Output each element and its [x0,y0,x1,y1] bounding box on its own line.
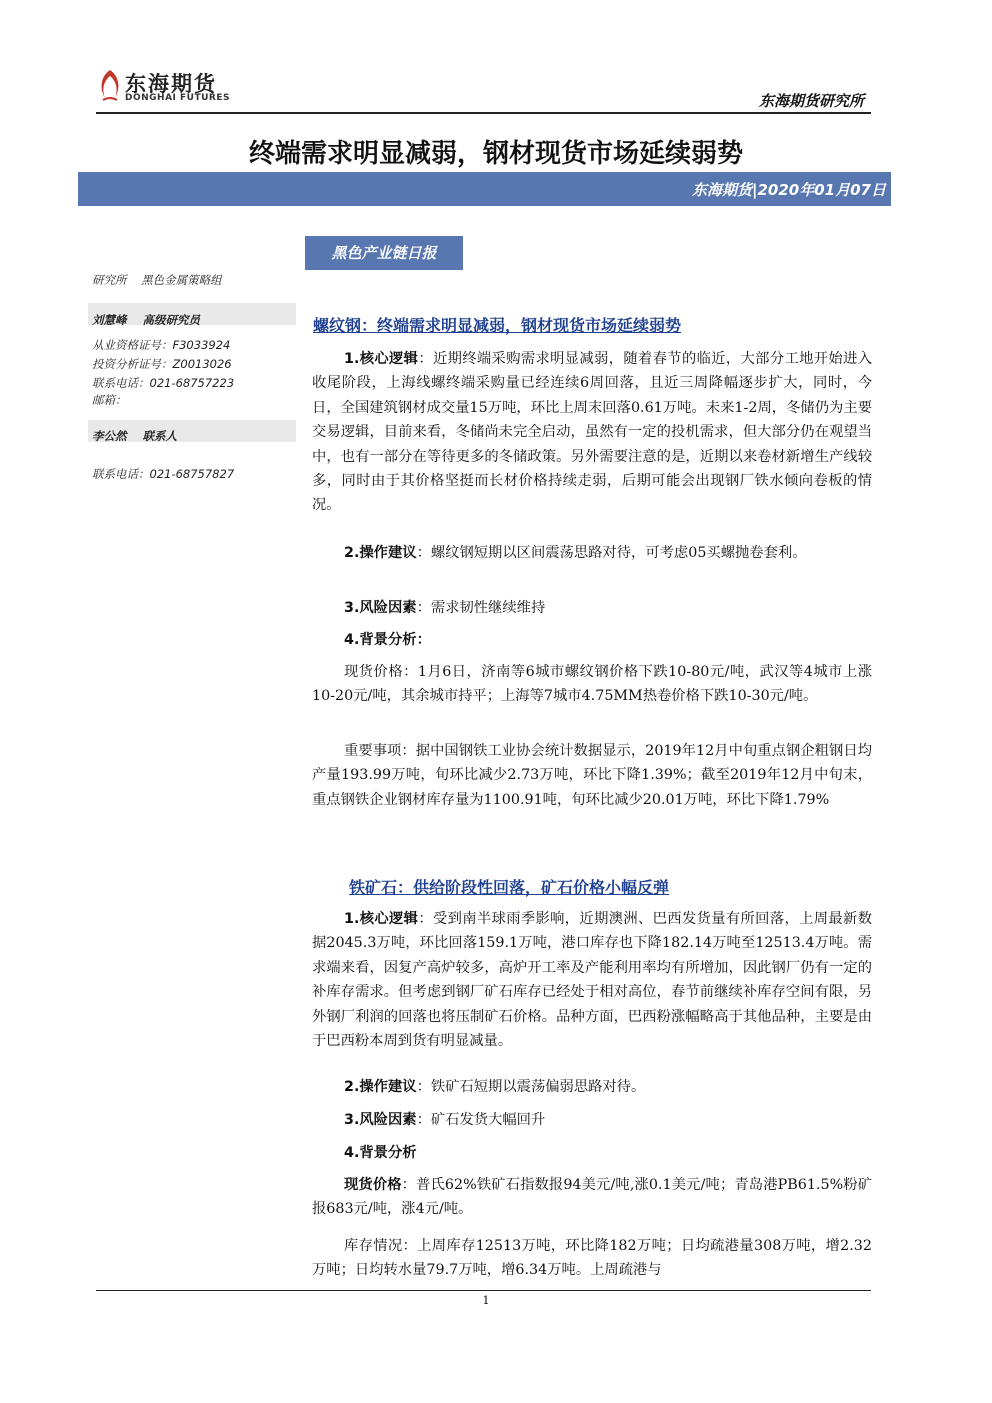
sidebar-phone2: 联系电话：021-68757827 [92,467,235,481]
ore-spot-text: ：普氏62%铁矿石指数报94美元/吨,涨0.1美元/吨；青岛港PB61.5%粉矿报683元/吨，涨4元/吨。 [312,1177,872,1218]
sidebar-email: 邮箱： [92,393,127,407]
ore-bg [312,1141,872,1165]
ore-risk-label: 3.风险因素 [344,1112,417,1128]
section-heading-rebar: 螺纹钢：终端需求明显减弱，钢材现货市场延续弱势 [313,316,682,335]
rebar-bg [312,628,872,652]
rebar-risk-label: 3.风险因素 [344,600,417,616]
report-tag: 黑色产业链日报 [305,236,463,270]
page-number: 1 [482,1294,490,1307]
rebar-core-label: 1.核心逻辑 [344,351,419,367]
sidebar-phone1: 联系电话：021-68757223 [92,376,235,390]
ore-spot-label: 现货价格 [344,1177,402,1193]
ore-op-label: 2.操作建议 [344,1079,417,1095]
ore-risk [312,1108,872,1132]
rebar-core-logic [312,347,872,518]
section-heading-iron-ore: 铁矿石：供给阶段性回落，矿石价格小幅反弹 [349,878,670,897]
rebar-risk [312,596,872,620]
ore-core-text: ：受到南半球雨季影响，近期澳洲、巴西发货量有所回落，上周最新数据2045.3万吨，环比回落159.1万吨，港口库存也下降182.14万吨至12513.4万吨。需求端来看，因复产高炉较多，高炉开工率及产能利用率均有所增加，因此钢厂仍有一定的补库存需求。但考虑到钢厂矿石库存已经处于相对高位，春节前继续补库存空间有限，另外钢厂利润的回落也将压制矿石价格。品种方面，巴西粉涨幅略高于其他品种，主要是由于巴西粉本周到货有明显减量。 [312,911,872,1050]
ore-stock: 库存情况：上周库存12513万吨，环比降182万吨；日均疏港量308万吨，增2.32万吨；日均转水量79.7万吨，增6.34万吨。上周疏港与 [312,1238,872,1279]
ore-spot [312,1173,872,1222]
rebar-op [312,541,872,565]
rebar-event: 重要事项：据中国钢铁工业协会统计数据显示，2019年12月中旬重点钢企粗钢日均产量193.99万吨，旬环比减少2.73万吨，环比下降1.39%；截至2019年12月中旬末，重点钢铁企业钢材库存量为1100.91吨，旬环比减少20.01万吨，环比下降1.79% [312,743,872,808]
sidebar-cert1: 从业资格证号：F3033924 [92,338,231,352]
banner-text: 东海期货|2020年01月07日 [692,181,886,199]
sidebar-contact: 李公然 联系人 [92,429,178,443]
rebar-op-text: ：螺纹钢短期以区间震荡思路对待，可考虑05买螺抛卷套利。 [416,545,807,561]
sidebar-analyst: 刘慧峰 高级研究员 [92,313,201,327]
ore-core-label: 1.核心逻辑 [344,911,419,927]
ore-risk-text: ：矿石发货大幅回升 [416,1112,546,1128]
institute-name: 东海期货研究所 [758,92,864,110]
sidebar-cert2: 投资分析证号：Z0013026 [92,357,232,371]
header-rule [96,112,871,114]
ore-op-text: ：铁矿石短期以震荡偏弱思路对待。 [416,1079,646,1095]
logo-icon [95,66,125,106]
rebar-core-text: ：近期终端采购需求明显减弱，随着春节的临近，大部分工地开始进入收尾阶段，上海线螺终端采购量已经连续6周回落，且近三周降幅逐步扩大，同时，今日，全国建筑钢材成交量15万吨，环比上周末回落0.61万吨。未来1-2周，冬储仍为主要交易逻辑，目前来看，冬储尚未完全启动，虽然有一定的投机需求，但大部分仍在观望当中，也有一部分在等待更多的冬储政策。另外需要注意的是，近期以来卷材新增生产线较多，同时由于其价格坚挺而长材价格持续走弱，后期可能会出现钢厂铁水倾向卷板的情况。 [312,351,872,514]
rebar-spot: 现货价格：1月6日，济南等6城市螺纹钢价格下跌10-80元/吨，武汉等4城市上涨10-20元/吨，其余城市持平；上海等7城市4.75MM热卷价格下跌10-30元/吨。 [312,664,872,705]
ore-core-logic [312,907,872,1053]
logo-text-en: DONGHAI FUTURES [125,93,230,103]
ore-op [312,1075,872,1099]
rebar-risk-text: ：需求韧性继续维持 [416,600,546,616]
ore-bg-label: 4.背景分析 [344,1145,417,1161]
sidebar-dept: 研究所 黑色金属策略组 [92,273,222,287]
rebar-bg-label: 4.背景分析： [344,632,431,648]
footer-rule [96,1290,871,1291]
page-title: 终端需求明显减弱，钢材现货市场延续弱势 [248,139,743,169]
logo-text-cn: 东海期货 [125,71,217,96]
rebar-op-label: 2.操作建议 [344,545,417,561]
